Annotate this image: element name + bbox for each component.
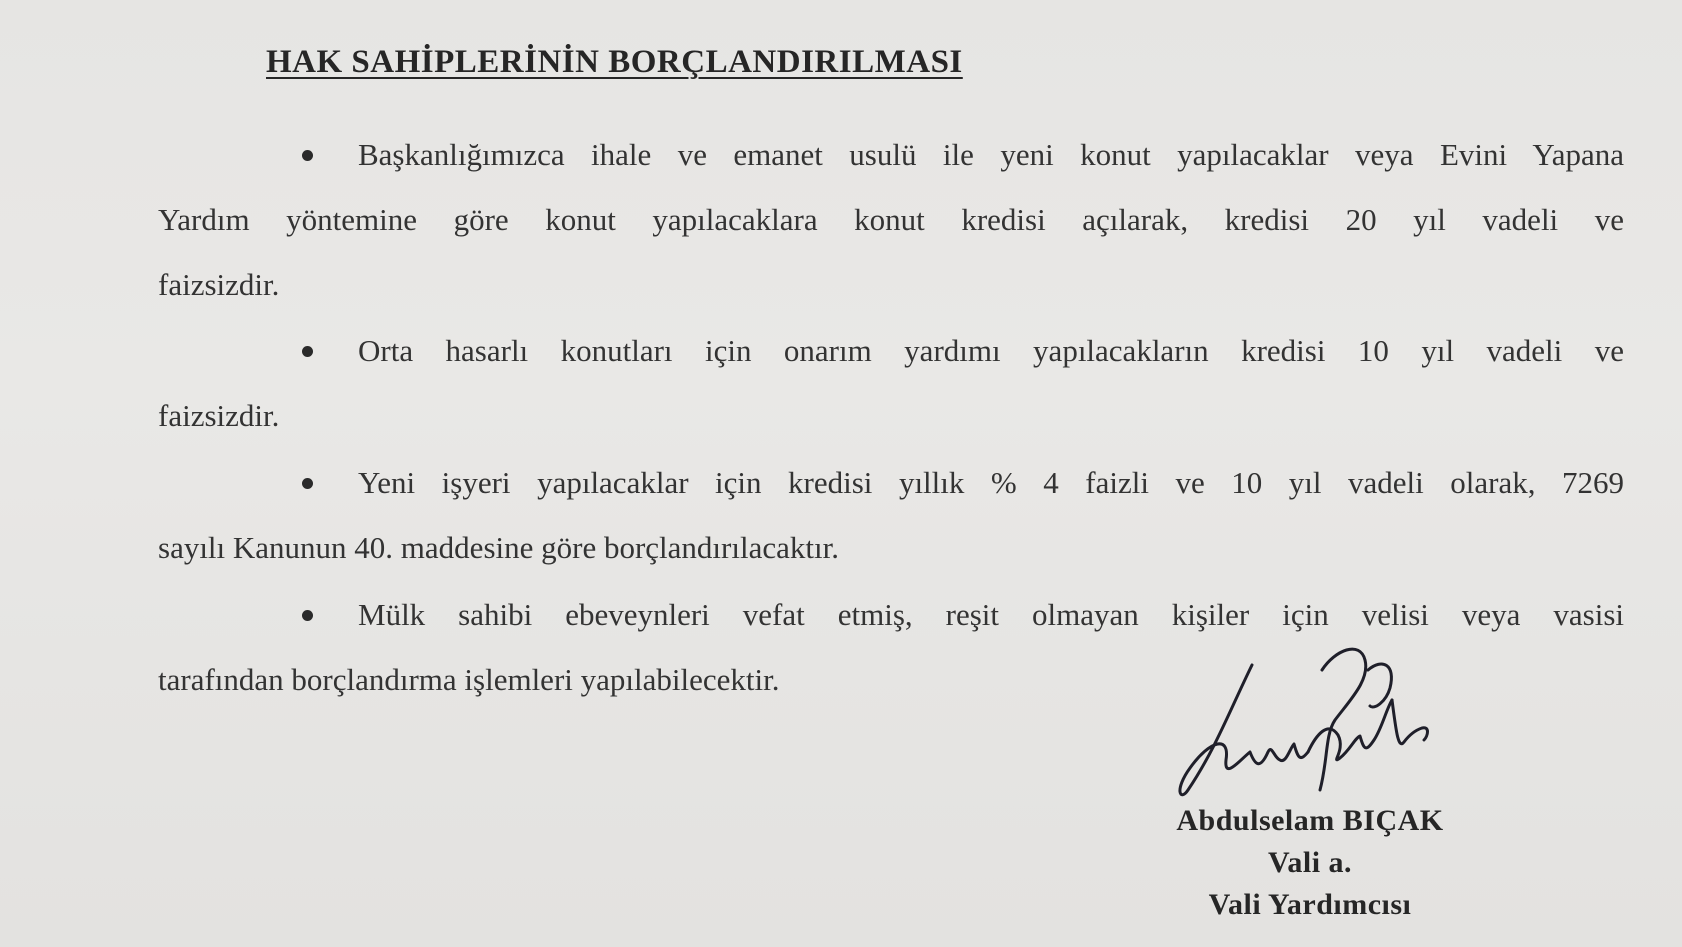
paragraph-1-line-1: Başkanlığımızca ihale ve emanet usulü ile yeni konut yapılacaklar veya Evini Yapana	[358, 137, 1624, 172]
paragraph-3-line-1: Yeni işyeri yapılacaklar için kredisi yıllık % 4 faizli ve 10 yıl vadeli olarak, 7269	[358, 465, 1624, 500]
paragraph-4-line-1: Mülk sahibi ebeveynleri vefat etmiş, reşit olmayan kişiler için velisi veya vasisi	[358, 597, 1624, 632]
handwritten-signature	[1160, 640, 1460, 820]
signatory-role-line-2: Vali Yardımcısı	[1208, 888, 1412, 921]
signatory-block	[1120, 800, 1500, 926]
paragraph-3	[158, 450, 1624, 580]
paragraph-4-line-2: tarafından borçlandırma işlemleri yapılabilecektir.	[158, 662, 780, 697]
signatory-name: Abdulselam BIÇAK	[1176, 804, 1444, 837]
paragraph-2	[158, 318, 1624, 448]
paragraph-2-line-1: Orta hasarlı konutları için onarım yardımı yapılacakların kredisi 10 yıl vadeli ve	[358, 333, 1624, 368]
signatory-role-line-1: Vali a.	[1267, 846, 1353, 879]
paragraph-1	[158, 122, 1624, 317]
paragraph-1-line-2: Yardım yöntemine göre konut yapılacaklara konut kredisi açılarak, kredisi 20 yıl vadeli ve	[158, 202, 1624, 237]
paragraph-1-line-3: faizsizdir.	[158, 267, 280, 302]
paragraph-2-line-2: faizsizdir.	[158, 398, 280, 433]
paragraph-3-line-2: sayılı Kanunun 40. maddesine göre borçlandırılacaktır.	[158, 530, 839, 565]
document-title: HAK SAHİPLERİNİN BORÇLANDIRILMASI	[266, 44, 963, 80]
